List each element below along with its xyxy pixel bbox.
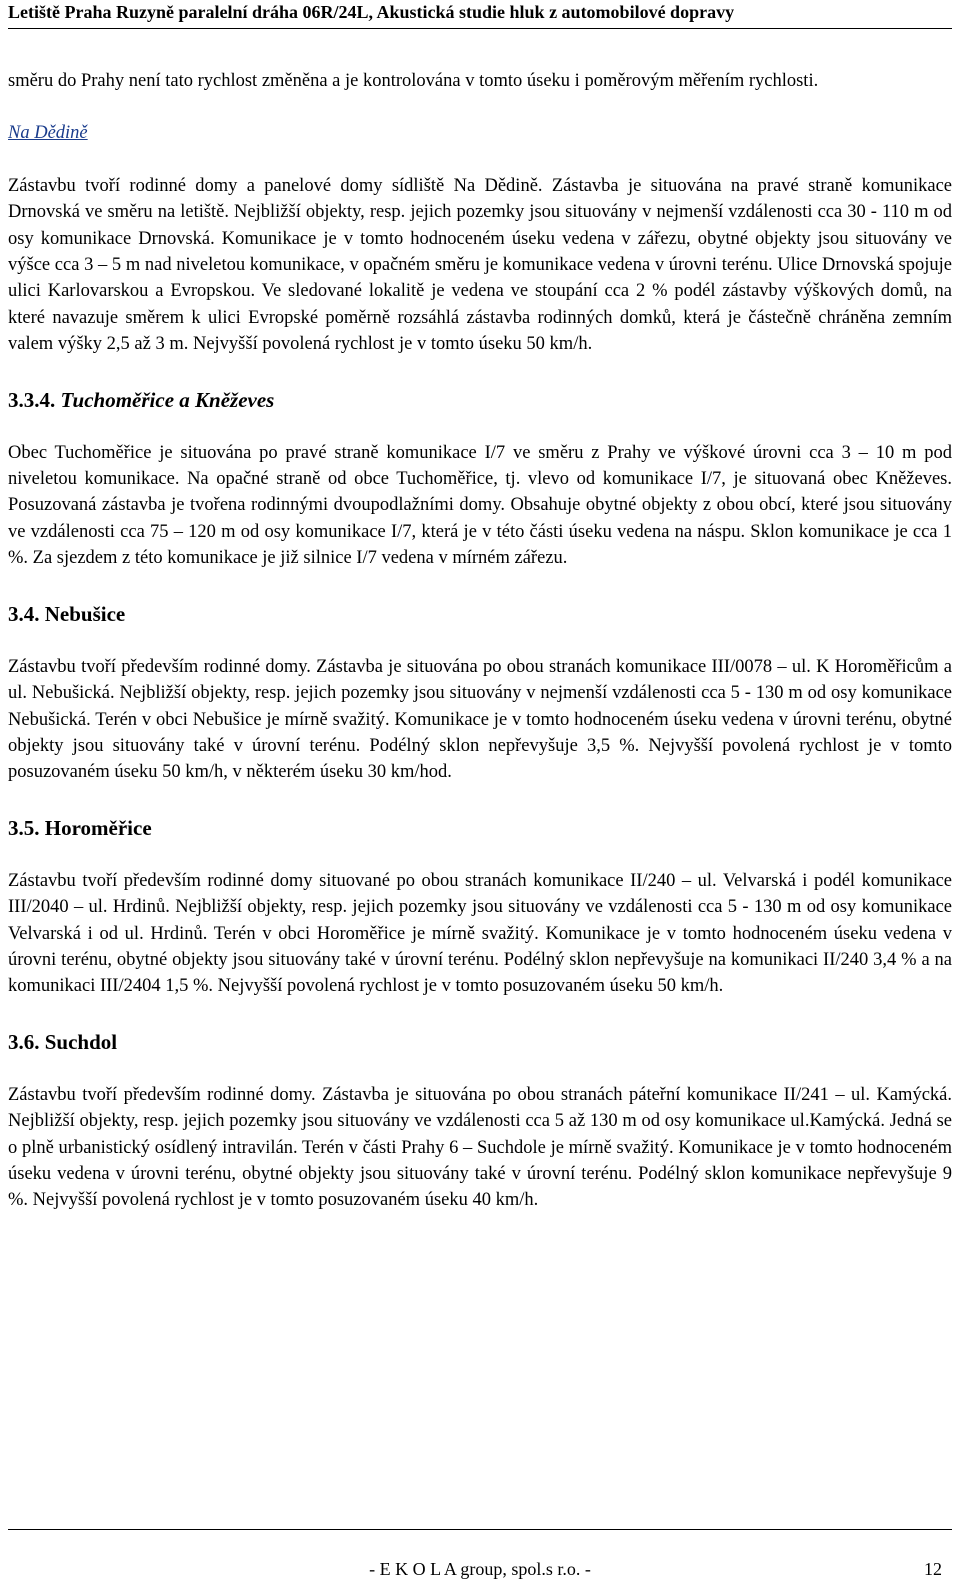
section-title: Tuchoměřice a Kněževes [60,387,275,412]
page-header [8,0,952,29]
intro-paragraph: směru do Prahy není tato rychlost změněna a je kontrolována v tomto úseku i poměrovým měřením rychlosti. [8,71,819,91]
subsection-title-na-dedine: Na Dědině [8,123,88,144]
paragraph-horomerice: Zástavbu tvoří především rodinné domy situované po obou stranách komunikace II/240 – ul. Velvarská i podél komunikace III/2040 – ul. Hrdinů. Nejbližší objekty, resp. jejich pozemky jsou situovány ve vzdálenosti cca 5 - 130 m od osy komunikace Velvarská i od ul. Hrdinů. Terén v obci Horoměřice je mírně svažitý. Komunikace je v tomto hodnoceném úseku vedena v úrovni terénu, obytné objekty jsou situovány také v úrovní terénu. Podélný sklon nepřevyšuje na komunikaci II/240 3,4 % a na komunikaci III/2404 1,5 %. Nejvyšší povolená rychlost je v tomto posuzovaném úseku 50 km/h. [8,870,952,997]
header-title: Letiště Praha Ruzyně paralelní dráha 06R/24L, Akustická studie hluk z automobilové dopravy [8,2,735,22]
section-heading-3-5: 3.5. Horoměřice [8,815,152,840]
paragraph-na-dedine: Zástavbu tvoří rodinné domy a panelové domy sídliště Na Dědině. Zástavba je situována na pravé straně komunikace Drnovská ve směru na letiště. Nejbližší objekty, resp. jejich pozemky jsou situovány v nejmenší vzdálenosti cca 30 - 110 m od osy komunikace Drnovská. Komunikace je v tomto hodnoceném úseku vedena v zářezu, obytné objekty jsou situovány ve výšce cca 3 – 5 m nad niveletou komunikace, v opačném směru je komunikace vedena v úrovni terénu. Ulice Drnovská spojuje ulici Karlovarskou a Evropskou. Ve sledované lokalitě je vedena ve stoupání cca 2 % podél zástavby výškových domů, na které navazuje směrem k ulici Evropské poměrně rozsáhlá zástavba rodinných domků, která je částečně chráněna zemním valem výšky 2,5 až 3 m. Nejvyšší povolená rychlost je v tomto úseku 50 km/h. [8,175,952,355]
paragraph-tuchomerice: Obec Tuchoměřice je situována po pravé straně komunikace I/7 ve směru z Prahy ve výškové úrovni cca 3 – 10 m pod niveletou komunikace. Na opačné straně od obce Tuchoměřice, tj. vlevo od komunikace I/7, je situovaná obec Kněževes. Posuzovaná zástavba je tvořena rodinnými dvoupodlažními domy. Obsahuje obytné objekty z obou obcí, které jsou situovány ve vzdálenosti cca 75 – 120 m od osy komunikace I/7, která je v této části úseku vedena na náspu. Sklon komunikace je cca 1 %. Za sjezdem z této komunikace je již silnice I/7 vedena v mírném zářezu. [8,442,952,569]
paragraph-nebusice: Zástavbu tvoří především rodinné domy. Zástavba je situována po obou stranách komunikace III/0078 – ul. K Horoměřicům a ul. Nebušická. Nejbližší objekty, resp. jejich pozemky jsou situovány v nejmenší vzdálenosti cca 5 - 130 m od osy komunikace Nebušická. Terén v obci Nebušice je mírně svažitý. Komunikace je v tomto hodnoceném úseku vedena v úrovni terénu, obytné objekty jsou situovány také v úrovní terénu. Podélný sklon nepřevyšuje 3,5 %. Nejvyšší povolená rychlost je v tomto posuzovaném úseku 50 km/h, v některém úseku 30 km/hod. [8,656,952,783]
page-number: 12 [924,1559,942,1579]
section-heading-3-6: 3.6. Suchdol [8,1029,118,1054]
page-footer [8,1529,952,1586]
footer-company: - E K O L A group, spol.s r.o. - [369,1559,591,1579]
document-body [8,68,952,1214]
paragraph-suchdol: Zástavbu tvoří především rodinné domy. Zástavba je situována po obou stranách páteřní komunikace II/241 – ul. Kamýcká. Nejbližší objekty, resp. jejich pozemky jsou situovány ve vzdálenosti cca 5 až 130 m od osy komunikace ul.Kamýcká. Jedná se o plně urbanistický osídlený intravilán. Terén v části Prahy 6 – Suchdole je mírně svažitý. Komunikace je v tomto hodnoceném úseku vedena v úrovni terénu, obytné objekty jsou situovány také v úrovní terénu. Podélný sklon komunikace nepřevyšuje 9 %. Nejvyšší povolená rychlost je v tomto posuzovaném úseku 40 km/h. [8,1084,952,1211]
section-heading-3-3-4 [8,386,952,414]
section-number: 3.3.4. [8,387,56,412]
section-heading-3-4: 3.4. Nebušice [8,601,126,626]
